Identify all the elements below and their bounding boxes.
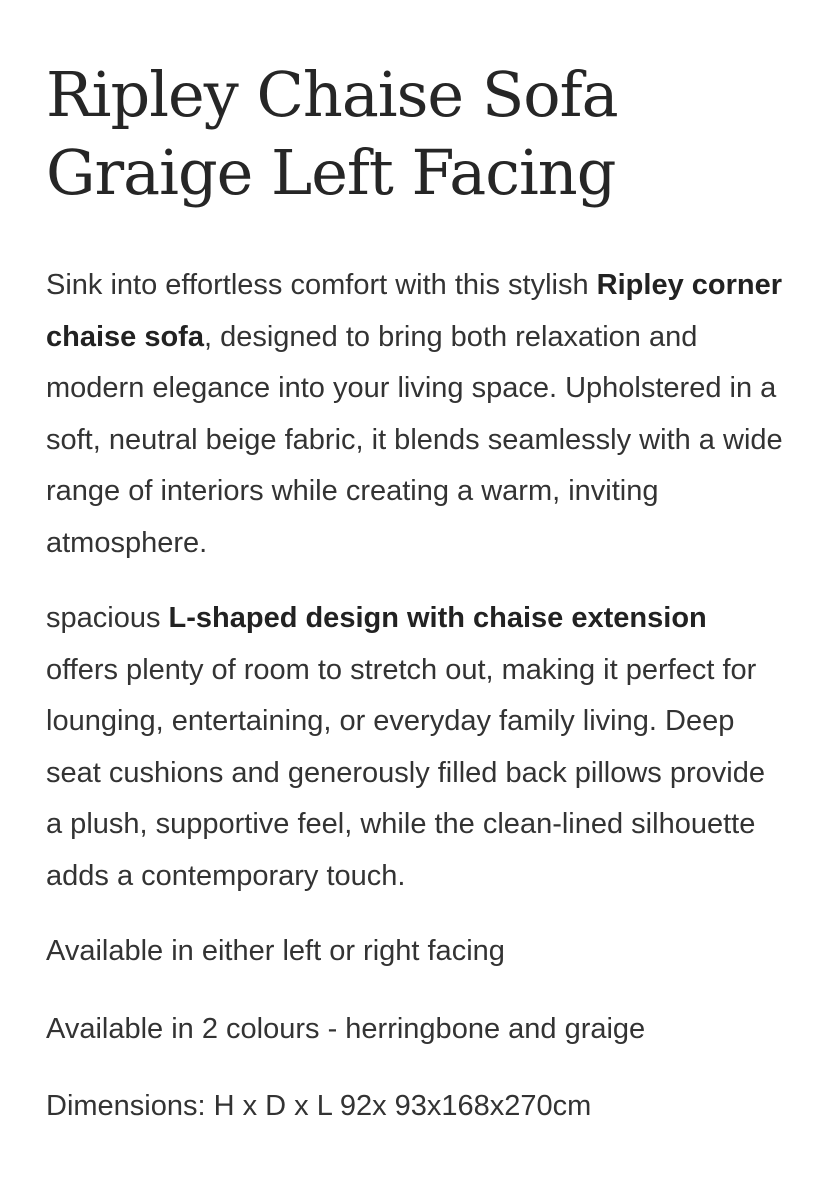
description-paragraph-1 [46,260,786,569]
product-title-line-2: Graige Left Facing [46,136,616,209]
paragraph-1-text-a: Sink into effortless comfort with this stylish [46,269,597,301]
product-description-page [46,56,786,1159]
product-title-line-1: Ripley Chaise Sofa [46,58,618,131]
paragraph-1-text-b: , designed to bring both relaxation and modern elegance into your living space. Upholstered in a soft, neutral beige fabric, it blends seamlessly with a wide range of interiors while creating a warm, inviting atmosphere. [46,320,783,559]
paragraph-2-text-b: offers plenty of room to stretch out, making it perfect for lounging, entertaining, or everyday family living. Deep seat cushions and generously filled back pillows provide a plush, supportive feel, while the clean-lined silhouette adds a contemporary touch. [46,653,765,892]
paragraph-2-text-a: spacious [46,602,169,634]
description-paragraph-2 [46,593,786,902]
paragraph-1-bold-ripley: Ripley corner chaise sofa [46,269,783,353]
dimensions-note: Dimensions: H x D x L 92x 93x168x270cm [46,1090,592,1122]
colours-note: Available in 2 colours - herringbone and graige [46,1012,646,1045]
product-title [46,56,786,212]
facing-note: Available in either left or right facing [46,935,505,967]
paragraph-2-bold-l-shaped: L-shaped design with chaise extension [168,602,707,634]
